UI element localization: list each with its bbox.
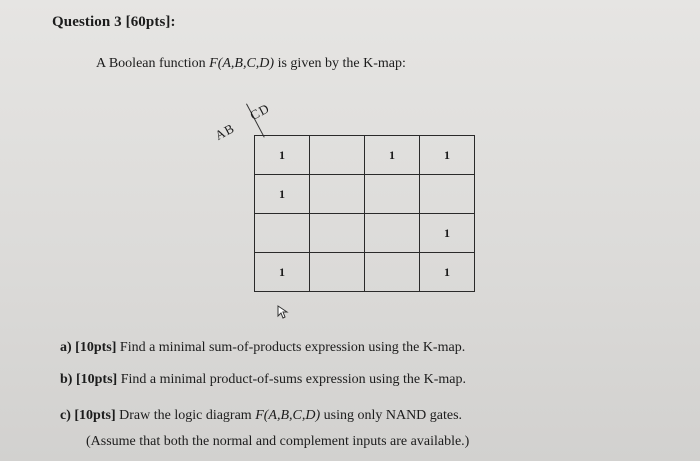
part-points: [10pts] [75, 372, 118, 387]
kmap-cell: 1 [420, 136, 475, 175]
kmap-row [255, 136, 475, 175]
part-text: Draw the logic diagram [119, 408, 252, 423]
kmap-cell: 1 [255, 253, 310, 292]
kmap-cell: 1 [420, 214, 475, 253]
kmap-cell [310, 253, 365, 292]
part-text: Find a minimal product-of-sums expression using the K-map. [120, 372, 466, 387]
part-label: b) [60, 372, 73, 387]
kmap-cell: 1 [420, 253, 475, 292]
kmap-cell [310, 214, 365, 253]
intro-suffix: is given by the K-map: [277, 56, 406, 71]
kmap-cell [365, 214, 420, 253]
kmap-cell [310, 136, 365, 175]
kmap-row [255, 214, 475, 253]
kmap-row [255, 253, 475, 292]
intro-prefix: A Boolean function [96, 56, 206, 71]
subquestion-c [60, 408, 462, 424]
part-label: a) [60, 340, 72, 355]
part-text-after: using only NAND gates. [323, 408, 463, 423]
question-title: Question 3 [60pts]: [52, 14, 176, 30]
kmap-row [255, 175, 475, 214]
subquestion-c-note [86, 434, 469, 450]
part-function: F(A,B,C,D) [255, 408, 321, 423]
mouse-cursor-icon [277, 305, 289, 319]
kmap-cell: 1 [255, 136, 310, 175]
question-intro [96, 56, 406, 72]
kmap-cell [365, 253, 420, 292]
part-label: c) [60, 408, 71, 423]
part-points: [10pts] [74, 408, 116, 423]
kmap-cell [365, 175, 420, 214]
kmap-cell: 1 [365, 136, 420, 175]
kmap-cell [420, 175, 475, 214]
kmap-grid [254, 135, 475, 292]
intro-function: F(A,B,C,D) [209, 56, 275, 71]
subquestion-b [60, 372, 466, 388]
kmap-cell [255, 214, 310, 253]
subquestion-a [60, 340, 465, 356]
kmap-row-variable: AB [212, 120, 238, 143]
kmap-cell [310, 175, 365, 214]
part-text: Find a minimal sum-of-products expression using the K-map. [119, 340, 466, 355]
kmap-cell: 1 [255, 175, 310, 214]
kmap-column-variable: CD [247, 100, 273, 123]
part-note: (Assume that both the normal and complement inputs are available.) [86, 434, 470, 449]
part-points: [10pts] [75, 340, 117, 355]
